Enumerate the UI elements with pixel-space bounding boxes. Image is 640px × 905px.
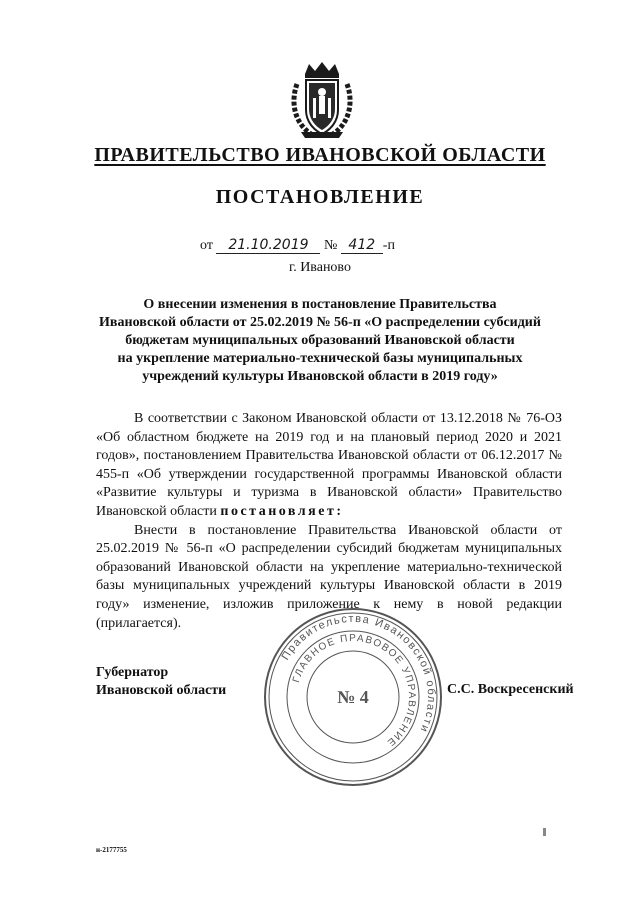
subject-line: О внесении изменения в постановление Правительства	[143, 297, 497, 312]
resolution-paragraph: Внести в постановление Правительства Ивановской области от 25.02.2019 № 56-п «О распределении субсидий бюджетам муниципальных образований Ивановской области на укрепление материально-технической базы муниципальных учреждений культуры Ивановской области в 2019 году» изменение, изложив приложение к нему в новой редакции (прилагается).	[96, 522, 562, 631]
document-type-heading: ПОСТАНОВЛЕНИЕ	[215, 186, 425, 208]
registration-line	[200, 238, 460, 254]
signatory-position-line1: Губернатор	[96, 665, 169, 680]
number-sign: №	[323, 238, 338, 253]
official-stamp	[262, 606, 444, 788]
signatory-name: С.С. Воскресенский	[447, 682, 574, 697]
signatory-position-line2: Ивановской области	[96, 683, 227, 698]
footer-code: н-2177755	[96, 846, 127, 854]
stamp-inner-text: ГЛАВНОЕ ПРАВОВОЕ УПРАВЛЕНИЕ	[291, 632, 418, 749]
scan-artifact	[543, 828, 546, 836]
preamble-paragraph	[96, 410, 562, 522]
subject-line: учреждений культуры Ивановской области в 2019 году»	[142, 369, 498, 384]
stamp-outer-text: Правительства Ивановской области	[279, 612, 438, 735]
document-body	[96, 410, 562, 633]
subject-line: Ивановской области от 25.02.2019 № 56-п «О распределении субсидий	[99, 315, 541, 330]
subject-line: бюджетам муниципальных образований Ивановской области	[125, 333, 515, 348]
stamp-center-number: № 4	[337, 687, 369, 707]
document-date: 21.10.2019	[216, 238, 320, 254]
resolves-word: постановляет:	[220, 503, 344, 519]
document-number: 412	[341, 238, 383, 254]
signature-block	[96, 664, 226, 700]
government-title: ПРАВИТЕЛЬСТВО ИВАНОВСКОЙ ОБЛАСТИ	[94, 144, 546, 166]
coat-of-arms-icon	[291, 62, 353, 140]
preamble-text: В соответствии с Законом Ивановской области от 13.12.2018 № 76-ОЗ «Об областном бюджете на 2019 год и на плановый период 2020 и 2021 годов», постановлением Правительства Ивановской области от 06.12.2017 № 455-п «Об утверждении государственной программы Ивановской области «Развитие культуры и туризма в Ивановской области» Правительство Ивановской области	[96, 411, 562, 519]
document-subject	[70, 296, 570, 386]
subject-line: на укрепление материально-технической базы муниципальных	[117, 351, 523, 366]
number-suffix: -п	[382, 238, 395, 253]
date-prefix: от	[200, 238, 213, 253]
city-name: г. Иваново	[289, 260, 351, 275]
